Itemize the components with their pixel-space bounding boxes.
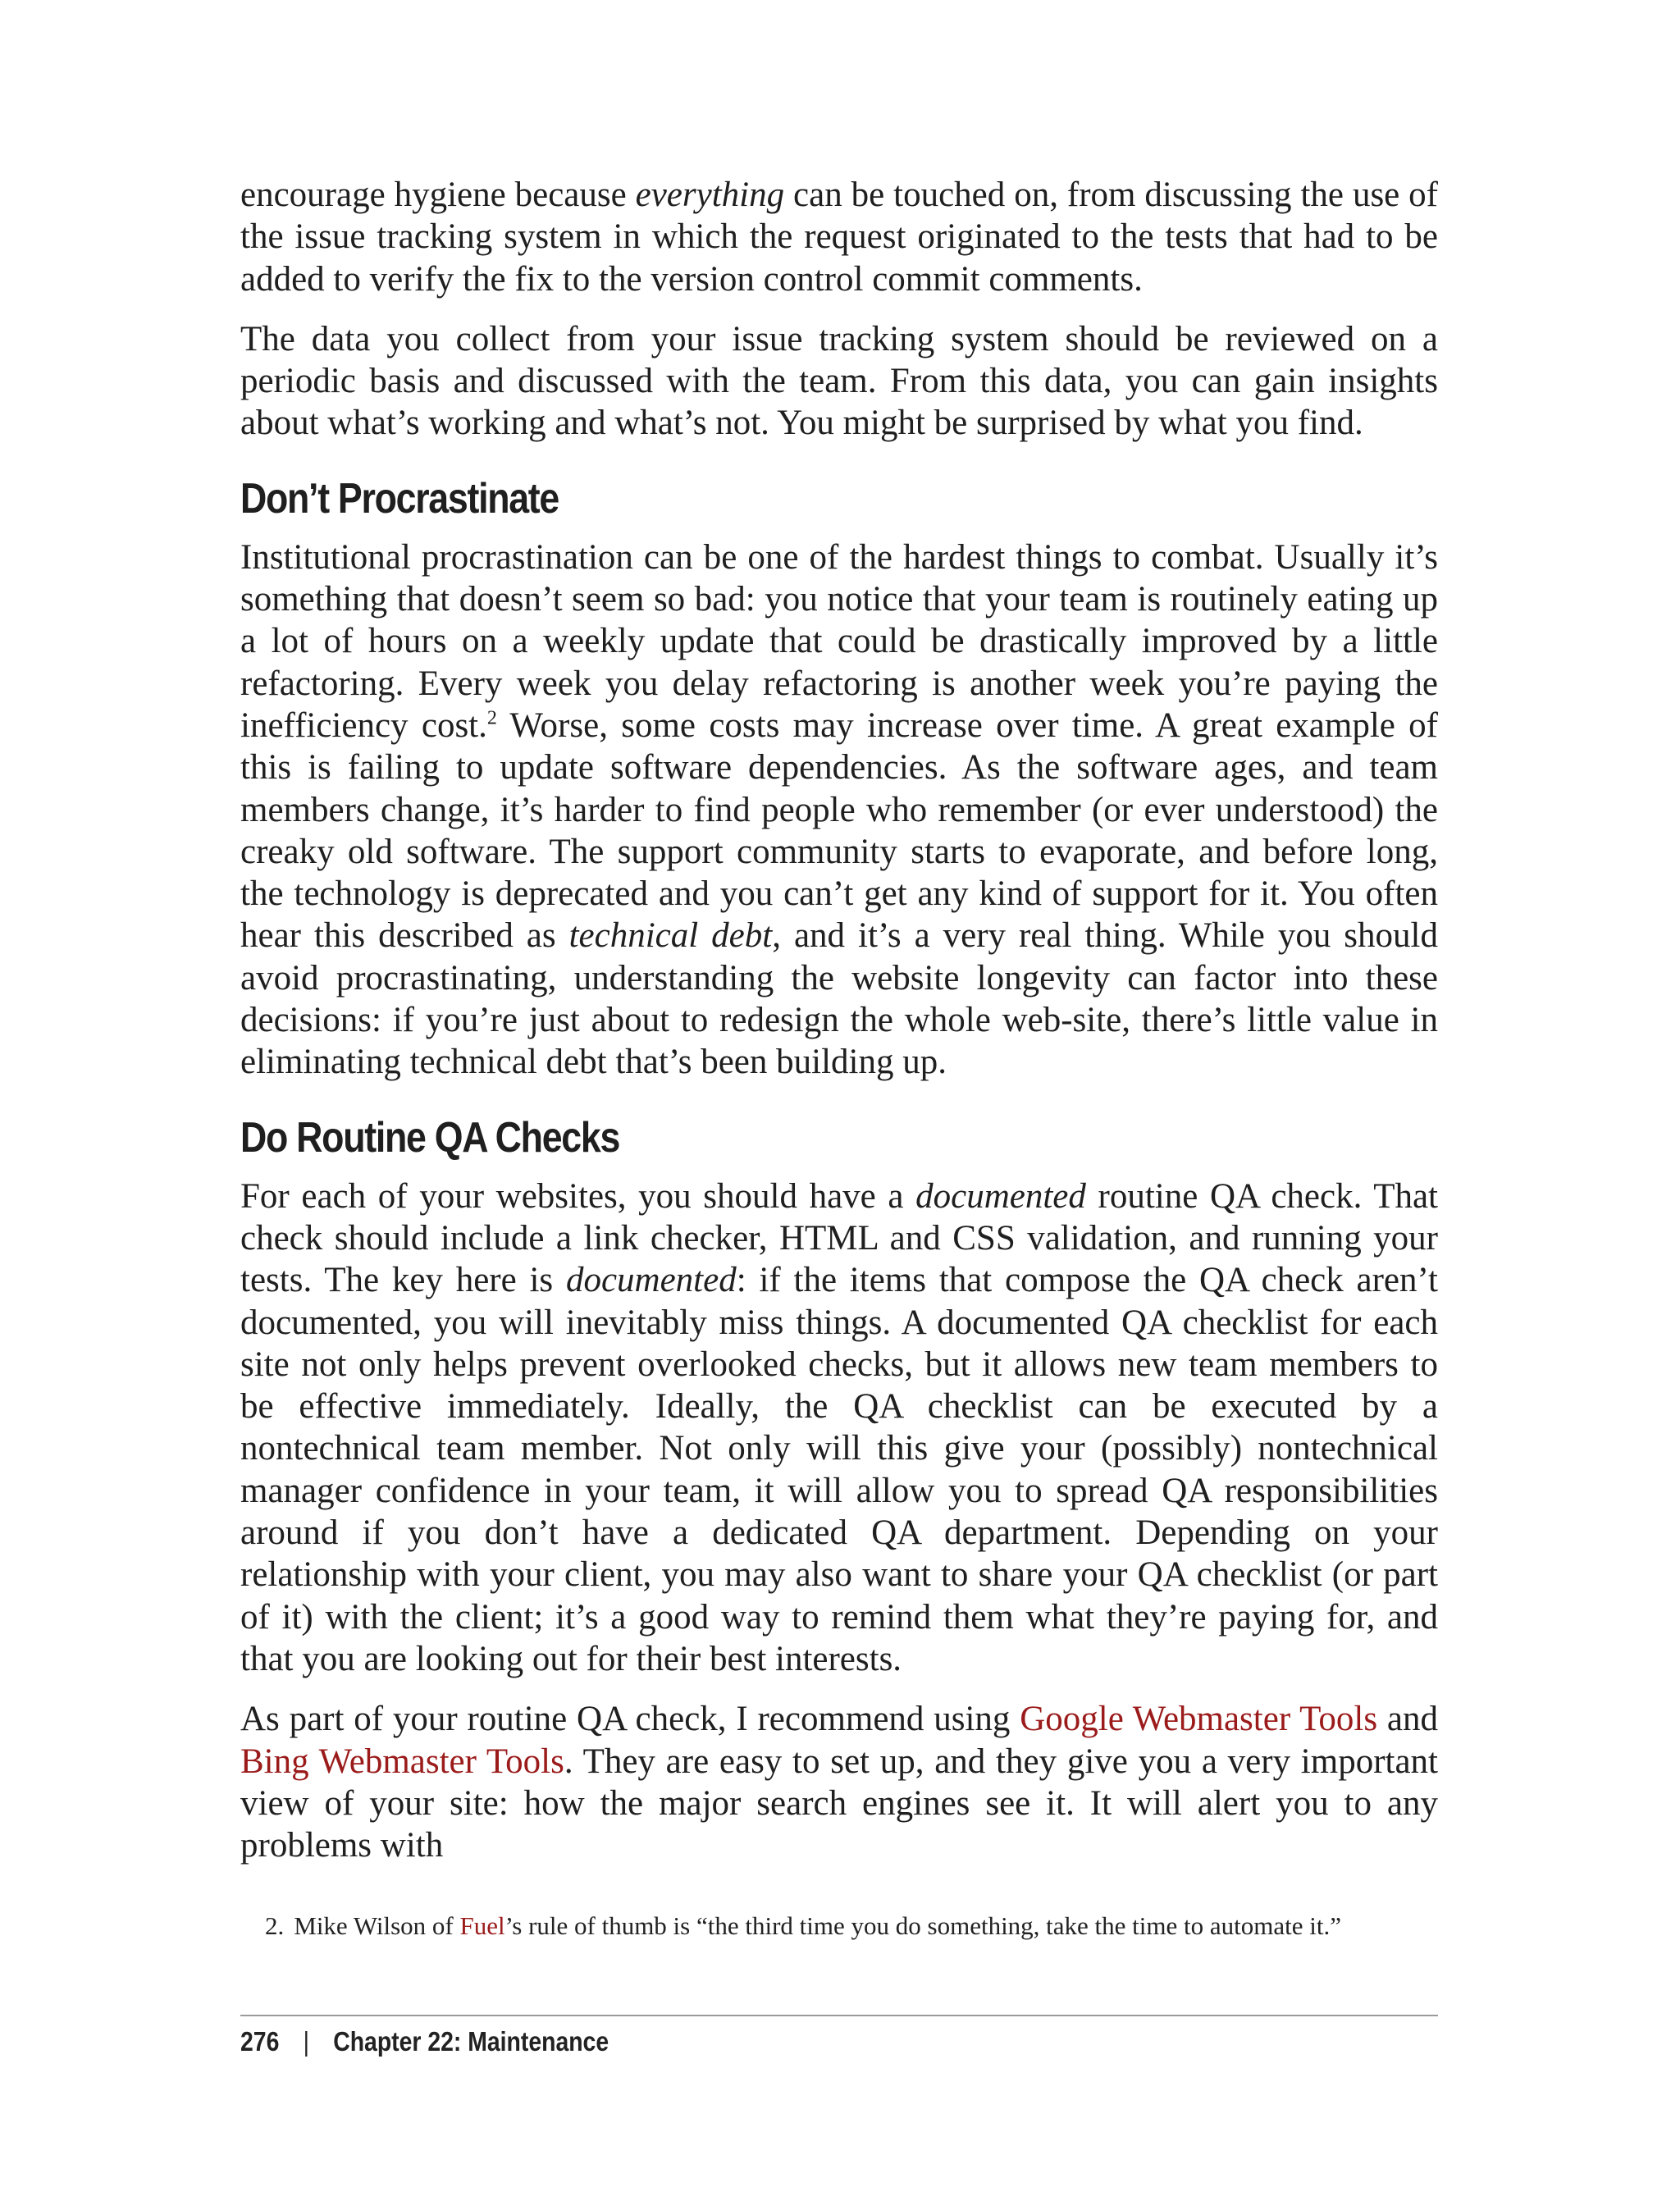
text-run: Institutional procrastination can be one of the hardest things to combat. Usually it’s something that doesn’t seem so bad: you notice that your team is routinely eating up a lot of hours on a weekly update that could be drastically improved by a little refactoring. Every week you delay refactoring is another week you’re paying the inefficiency cost. [240, 537, 1438, 745]
page-content [240, 174, 1438, 1884]
text-run: For each of your websites, you should have a [240, 1176, 916, 1216]
bing-webmaster-tools-link[interactable]: Bing Webmaster Tools [240, 1742, 564, 1781]
fuel-link[interactable]: Fuel [459, 1911, 505, 1940]
page-footer [240, 2026, 609, 2057]
paragraph-issue-data: The data you collect from your issue tracking system should be reviewed on a periodic basis and discussed with the team. From this data, you can gain insights about what’s working and what’s not. You might be surprised by what you find. [240, 319, 1438, 443]
text-run: ’s rule of thumb is “the third time you do something, take the time to automate it.” [504, 1911, 1341, 1940]
text-run: routine QA check. That check should include a link checker, HTML and CSS validation, and running your tests. The key here is [240, 1176, 1438, 1300]
chapter-title: Chapter 22: Maintenance [333, 2026, 609, 2057]
emphasis: documented [915, 1176, 1086, 1216]
footer-divider [240, 2015, 1438, 2016]
paragraph-webmaster-tools [240, 1698, 1438, 1866]
paragraph-qa-checklist [240, 1176, 1438, 1681]
text-run: , and it’s a very real thing. While you should avoid procrastinating, understanding the website longevity can factor into these decisions: if you’re just about to redesign the whole web-site, there’s little value in eliminating technical debt that’s been building up. [240, 916, 1438, 1082]
text-run: Mike Wilson of [294, 1911, 460, 1940]
footnote-reference[interactable]: 2 [486, 707, 497, 729]
text-run: and [1377, 1700, 1438, 1739]
section-heading-procrastinate: Don’t Procrastinate [240, 474, 559, 523]
text-run: Worse, some costs may increase over time. A great example of this is failing to update software dependencies. As the software ages, and team members change, it’s harder to find people who remember (or ever understood) the creaky old software. The support community starts to evaporate, and before long, the technology is deprecated and you can’t get any kind of support for it. You often hear this described as [240, 705, 1438, 956]
text-run: : if the items that compose the QA check aren’t documented, you will inevitably miss things. A documented QA checklist for each site not only helps prevent overlooked checks, but it allows new team members to be effective immediately. Ideally, the QA checklist can be executed by a nontechnical team member. Not only will this give your (possibly) nontechnical manager confidence in your team, it will allow you to spread QA responsibilities around if you don’t have a dedicated QA department. Depending on your relationship with your client, you may also want to share your QA checklist (or part of it) with the client; it’s a good way to remind them what they’re paying for, and that you are looking out for their best interests. [240, 1261, 1438, 1678]
footer-separator: | [303, 2026, 309, 2057]
text-run: can be touched on, from discussing the use of the issue tracking system in which the request originated to the tests that had to be added to verify the fix to the version control commit comments. [240, 176, 1439, 299]
footnote-number: 2. [265, 1911, 285, 1940]
emphasis: technical debt [568, 916, 773, 956]
text-run: . They are easy to set up, and they give you a very important view of your site: how the major search engines see it. It will alert you to any problems with [240, 1742, 1439, 1865]
section-heading-qa-checks: Do Routine QA Checks [240, 1113, 620, 1162]
emphasis: documented [565, 1261, 737, 1300]
footnote [265, 1911, 1430, 1941]
paragraph-procrastination [240, 536, 1438, 1084]
paragraph-hygiene [240, 174, 1438, 300]
google-webmaster-tools-link[interactable]: Google Webmaster Tools [1020, 1700, 1378, 1739]
text-run: encourage hygiene because [240, 176, 636, 214]
page-number: 276 [240, 2026, 280, 2057]
emphasis: everything [635, 176, 785, 214]
text-run: As part of your routine QA check, I recommend using [240, 1700, 1020, 1739]
